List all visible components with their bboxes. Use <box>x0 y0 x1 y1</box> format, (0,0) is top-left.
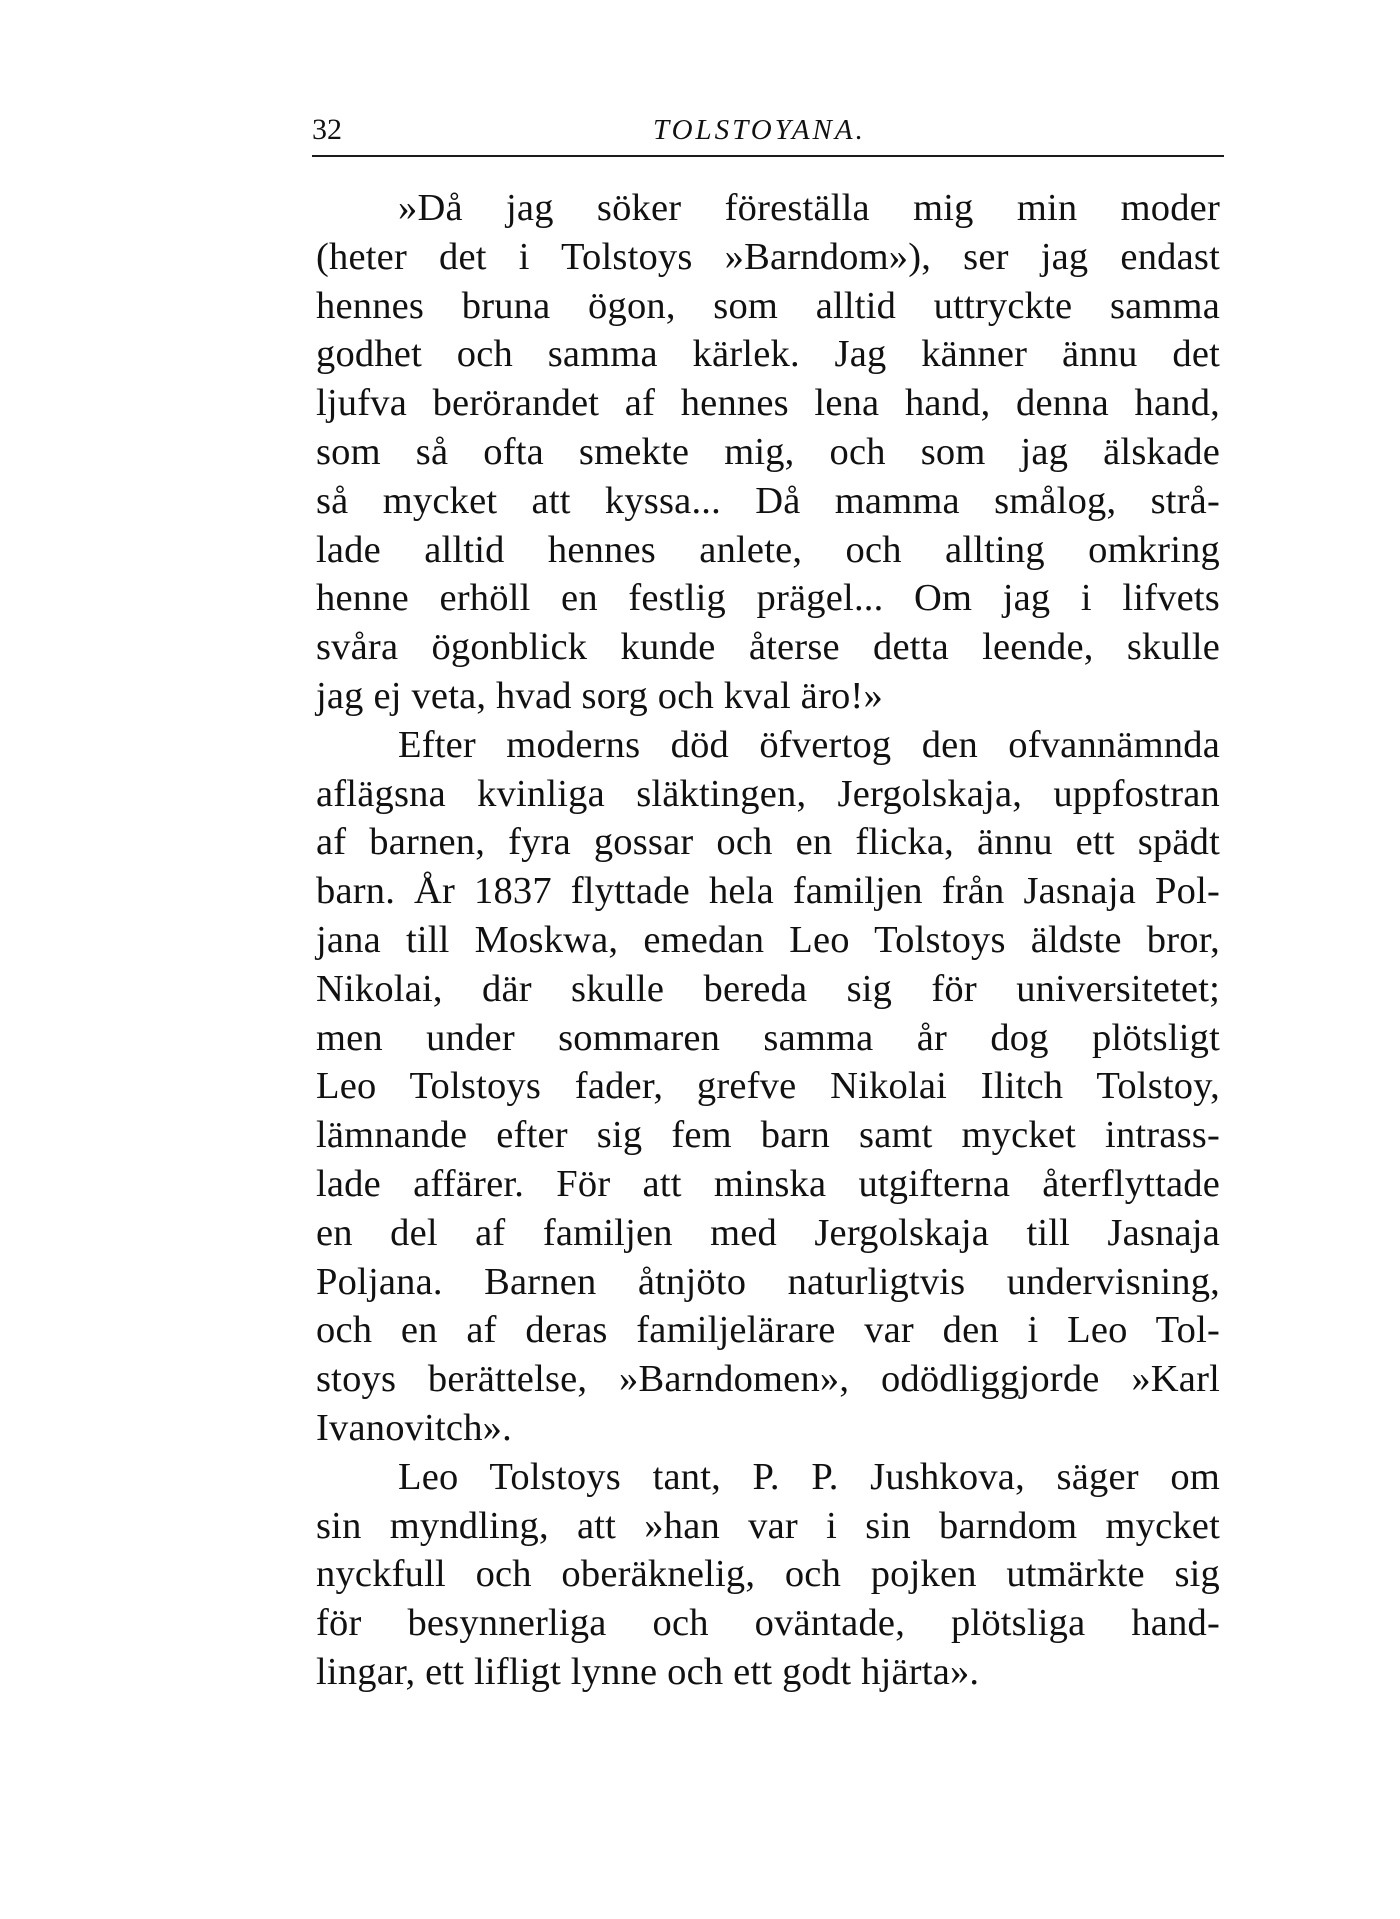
text-line: svåra ögonblick kunde återse detta leende, skulle <box>316 626 1220 669</box>
header-rule <box>312 155 1224 157</box>
text-line: en del af familjen med Jergolskaja till Jasnaja <box>316 1211 1220 1254</box>
text-line: barn. År 1837 flyttade hela familjen från Jasnaja Pol- <box>316 870 1220 913</box>
paragraph-3 <box>316 1453 1220 1697</box>
text-line: lämnande efter sig fem barn samt mycket intrass- <box>316 1114 1220 1157</box>
text-line: »Då jag söker föreställa mig min moder <box>398 187 1220 229</box>
text-line: aflägsna kvinliga släktingen, Jergolskaja, uppfostran <box>316 772 1220 815</box>
text-line: (heter det i Tolstoys »Barndom»), ser jag endast <box>316 235 1220 278</box>
text-line: nyckfull och oberäknelig, och pojken utmärkte sig <box>316 1553 1220 1596</box>
text-line: godhet och samma kärlek. Jag känner ännu det <box>316 333 1220 376</box>
text-line: Leo Tolstoys fader, grefve Nikolai Ilitch Tolstoy, <box>316 1065 1220 1108</box>
text-line: henne erhöll en festlig prägel... Om jag i lifvets <box>316 577 1220 620</box>
text-line: Efter moderns död öfvertog den ofvannämnda <box>398 723 1220 766</box>
text-line: lade affärer. För att minska utgifterna återflyttade <box>316 1162 1220 1205</box>
body-text <box>316 184 1220 1697</box>
text-line: jag ej veta, hvad sorg och kval äro!» <box>316 674 883 717</box>
text-line: jana till Moskwa, emedan Leo Tolstoys äldste bror, <box>316 918 1220 961</box>
running-head <box>312 110 1224 158</box>
text-line: hennes bruna ögon, som alltid uttryckte samma <box>316 284 1220 327</box>
text-line: för besynnerliga och oväntade, plötsliga hand- <box>316 1602 1220 1645</box>
text-line: stoys berättelse, »Barndomen», odödliggjorde »Karl <box>316 1358 1220 1401</box>
text-line: Nikolai, där skulle bereda sig för universitetet; <box>316 967 1220 1010</box>
text-line: af barnen, fyra gossar och en flicka, ännu ett spädt <box>316 821 1220 864</box>
text-line: lingar, ett lifligt lynne och ett godt hjärta». <box>316 1650 980 1693</box>
text-line: Leo Tolstoys tant, P. P. Jushkova, säger om <box>398 1455 1220 1498</box>
text-line: lade alltid hennes anlete, och allting omkring <box>316 528 1220 571</box>
text-line: och en af deras familjelärare var den i Leo Tol- <box>316 1309 1220 1352</box>
paragraph-1 <box>316 184 1220 721</box>
text-line: ljufva berörandet af hennes lena hand, denna hand, <box>316 382 1220 425</box>
paragraph-2 <box>316 721 1220 1453</box>
text-line: sin myndling, att »han var i sin barndom mycket <box>316 1504 1220 1547</box>
text-line: men under sommaren samma år dog plötsligt <box>316 1016 1220 1059</box>
text-line: så mycket att kyssa... Då mamma smålog, strå- <box>316 479 1220 522</box>
running-title: TOLSTOYANA. <box>653 114 866 146</box>
page-number: 32 <box>312 113 342 146</box>
text-line: Poljana. Barnen åtnjöto naturligtvis undervisning, <box>316 1260 1220 1303</box>
text-line: som så ofta smekte mig, och som jag älskade <box>316 430 1220 473</box>
text-line: Ivanovitch». <box>316 1406 512 1449</box>
